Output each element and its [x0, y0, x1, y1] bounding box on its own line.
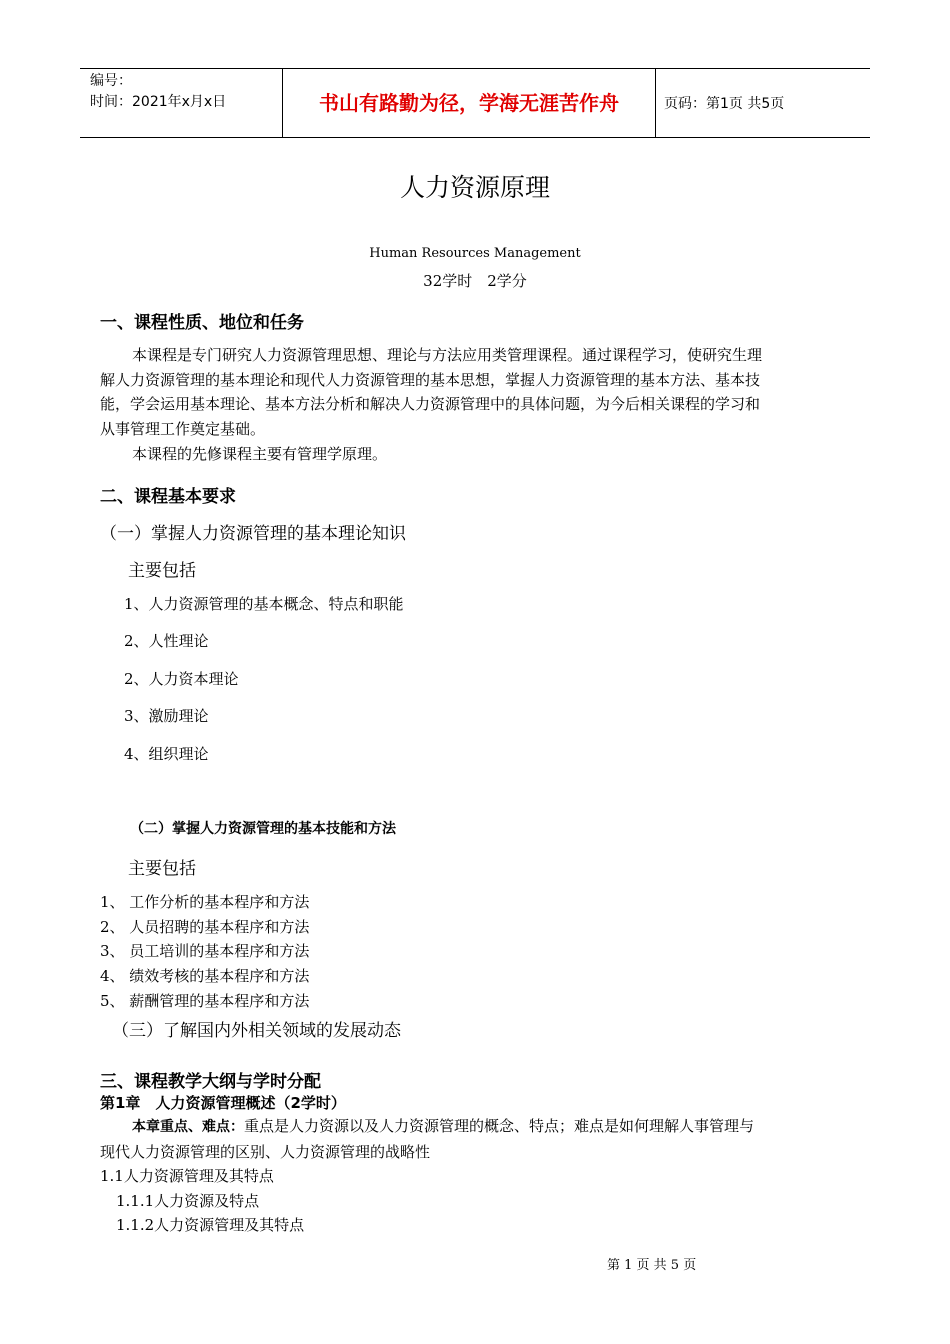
list-item: 5、 薪酬管理的基本程序和方法	[100, 991, 310, 1010]
subsection-3-heading: （三）了解国内外相关领域的发展动态	[112, 1021, 401, 1041]
header-page-info: 页码：第1页 共5页	[664, 96, 785, 112]
prerequisite-line: 本课程的先修课程主要有管理学原理。	[132, 444, 388, 463]
section-3-heading: 三、课程教学大纲与学时分配	[100, 1072, 321, 1092]
list-item: 3、 员工培训的基本程序和方法	[100, 942, 310, 961]
doc-number-label: 编号：	[90, 73, 132, 89]
list-item: 1、 工作分析的基本程序和方法	[100, 893, 310, 911]
section-1-1: 1.1人力资源管理及其特点	[100, 1167, 274, 1185]
subsection-1-heading: （一）掌握人力资源管理的基本理论知识	[100, 524, 406, 544]
hours-credits: 32学时 2学分	[423, 272, 527, 290]
paragraph-line: 能，学会运用基本理论、基本方法分析和解决人力资源管理中的具体问题，为今后相关课程的学习和	[100, 395, 761, 414]
subsection-2-intro: 主要包括	[128, 859, 196, 879]
list-item: 4、 绩效考核的基本程序和方法	[100, 967, 310, 986]
paragraph-line: 解人力资源管理的基本理论和现代人力资源管理的基本思想，掌握人力资源管理的基本方法、基本技	[100, 370, 761, 389]
header-divider	[655, 69, 656, 137]
page-footer: 第 1 页 共 5 页	[607, 1258, 697, 1273]
section-2-heading: 二、课程基本要求	[100, 487, 236, 507]
document-subtitle: Human Resources Management	[369, 246, 581, 261]
paragraph-line: 本课程是专门研究人力资源管理思想、理论与方法应用类管理课程。通过课程学习，使研究生理	[132, 346, 763, 364]
section-1-paragraph	[100, 343, 852, 467]
page-header	[80, 68, 870, 138]
list-item: 2、人力资本理论	[124, 669, 239, 688]
list-item: 4、组织理论	[124, 744, 209, 763]
key-points-label: 本章重点、难点：	[132, 1119, 244, 1135]
key-points-line: 现代人力资源管理的区别、人力资源管理的战略性	[100, 1142, 431, 1161]
subsection-2-heading: （二）掌握人力资源管理的基本技能和方法	[130, 821, 396, 837]
header-motto: 书山有路勤为径，学海无涯苦作舟	[319, 91, 619, 115]
section-1-1-1: 1.1.1人力资源及特点	[116, 1192, 260, 1210]
section-1-heading: 一、课程性质、地位和任务	[100, 313, 304, 333]
document-title: 人力资源原理	[399, 173, 550, 202]
doc-date: 时间：2021年x月x日	[90, 94, 227, 110]
key-points-line	[100, 1114, 852, 1140]
list-item: 2、人性理论	[124, 632, 209, 651]
section-1-1-2: 1.1.2人力资源管理及其特点	[116, 1216, 305, 1234]
subsection-2-list	[100, 890, 309, 1014]
list-item: 3、激励理论	[124, 707, 209, 726]
key-points-text: 重点是人力资源以及人力资源管理的概念、特点；难点是如何理解人事管理与	[244, 1117, 755, 1135]
list-item: 2、 人员招聘的基本程序和方法	[100, 917, 310, 936]
subsection-1-list	[124, 592, 404, 779]
paragraph-line: 从事管理工作奠定基础。	[100, 420, 266, 439]
chapter-1-key-points	[100, 1114, 852, 1164]
list-item: 1、人力资源管理的基本概念、特点和职能	[124, 595, 404, 613]
chapter-1-title: 第1章 人力资源管理概述（2学时）	[100, 1094, 346, 1112]
header-meta	[90, 71, 226, 113]
subsection-1-intro: 主要包括	[128, 561, 196, 581]
